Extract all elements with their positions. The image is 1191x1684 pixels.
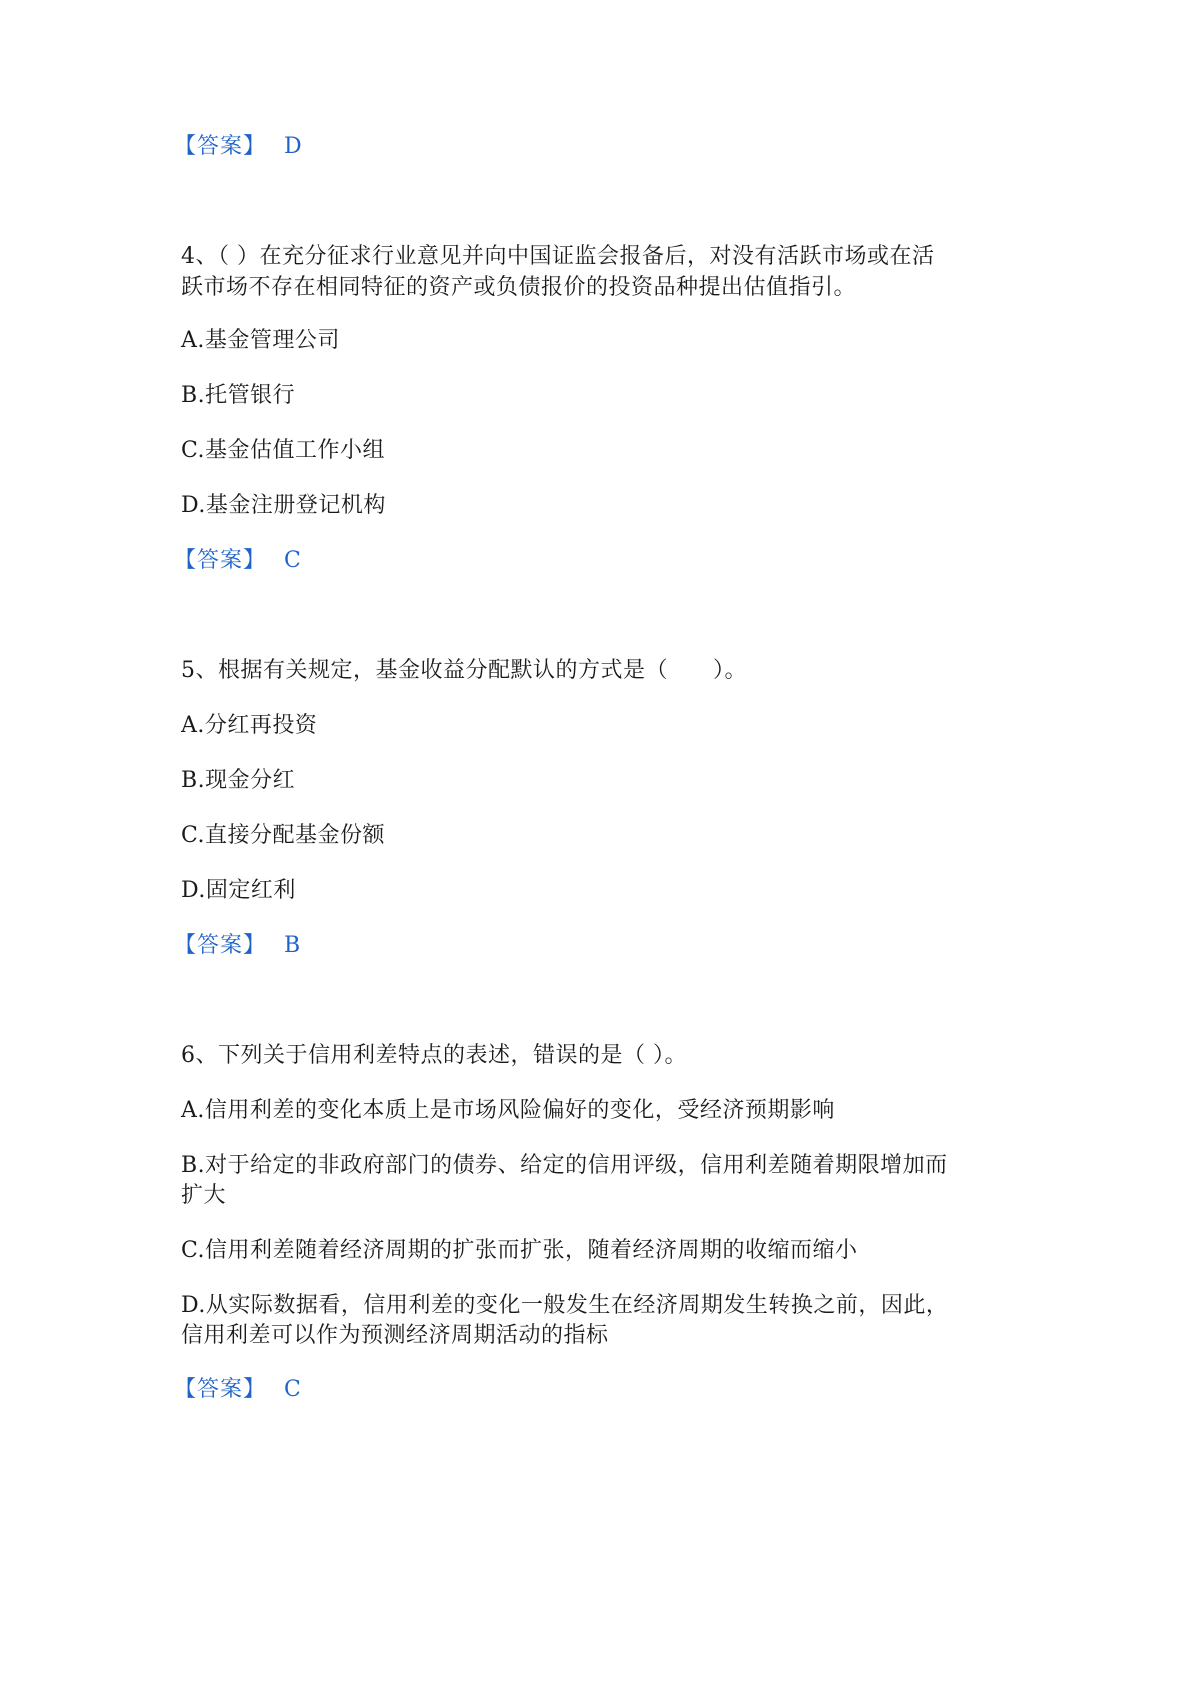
q4-stem-line-2: 跃市场不存在相同特征的资产或负债报价的投资品种提出估值指引。 (181, 275, 857, 300)
answer-value: C (284, 548, 301, 573)
q5-option-a: A.分红再投资 (181, 713, 318, 738)
answer-value: D (284, 134, 302, 159)
q4-stem-line-1: 4、（ ）在充分征求行业意见并向中国证监会报备后，对没有活跃市场或在活 (181, 244, 935, 269)
q6-option-b-line-1: B.对于给定的非政府部门的债券、给定的信用评级，信用利差随着期限增加而 (181, 1153, 948, 1178)
q6-option-a: A.信用利差的变化本质上是市场风险偏好的变化，受经济预期影响 (181, 1098, 835, 1123)
q4-option-a: A.基金管理公司 (181, 328, 340, 353)
q6-option-d-line-1: D.从实际数据看，信用利差的变化一般发生在经济周期发生转换之前，因此， (181, 1293, 949, 1318)
q4-option-c: C.基金估值工作小组 (181, 438, 386, 463)
q5-stem: 5、根据有关规定，基金收益分配默认的方式是（ ）。 (181, 658, 747, 683)
answer-value: C (284, 1377, 301, 1402)
q6-answer (174, 1374, 301, 1406)
q6-option-c: C.信用利差随着经济周期的扩张而扩张，随着经济周期的收缩而缩小 (181, 1238, 858, 1263)
q5-option-b: B.现金分红 (181, 768, 296, 793)
q4-answer (174, 545, 301, 577)
q6-option-b-line-2: 扩大 (181, 1183, 227, 1208)
answer-label: 【答案】 (174, 134, 267, 159)
q5-answer (174, 930, 300, 962)
q4-option-b: B.托管银行 (181, 383, 296, 408)
q6-option-d-line-2: 信用利差可以作为预测经济周期活动的指标 (181, 1323, 609, 1348)
answer-label: 【答案】 (174, 548, 267, 573)
answer-value: B (284, 933, 301, 958)
q3-answer (174, 131, 302, 163)
q5-option-c: C.直接分配基金份额 (181, 823, 386, 848)
q4-option-d: D.基金注册登记机构 (181, 493, 386, 518)
answer-label: 【答案】 (174, 933, 267, 958)
answer-label: 【答案】 (174, 1377, 267, 1402)
q6-stem: 6、下列关于信用利差特点的表述，错误的是（ ）。 (181, 1043, 687, 1068)
q5-option-d: D.固定红利 (181, 878, 296, 903)
